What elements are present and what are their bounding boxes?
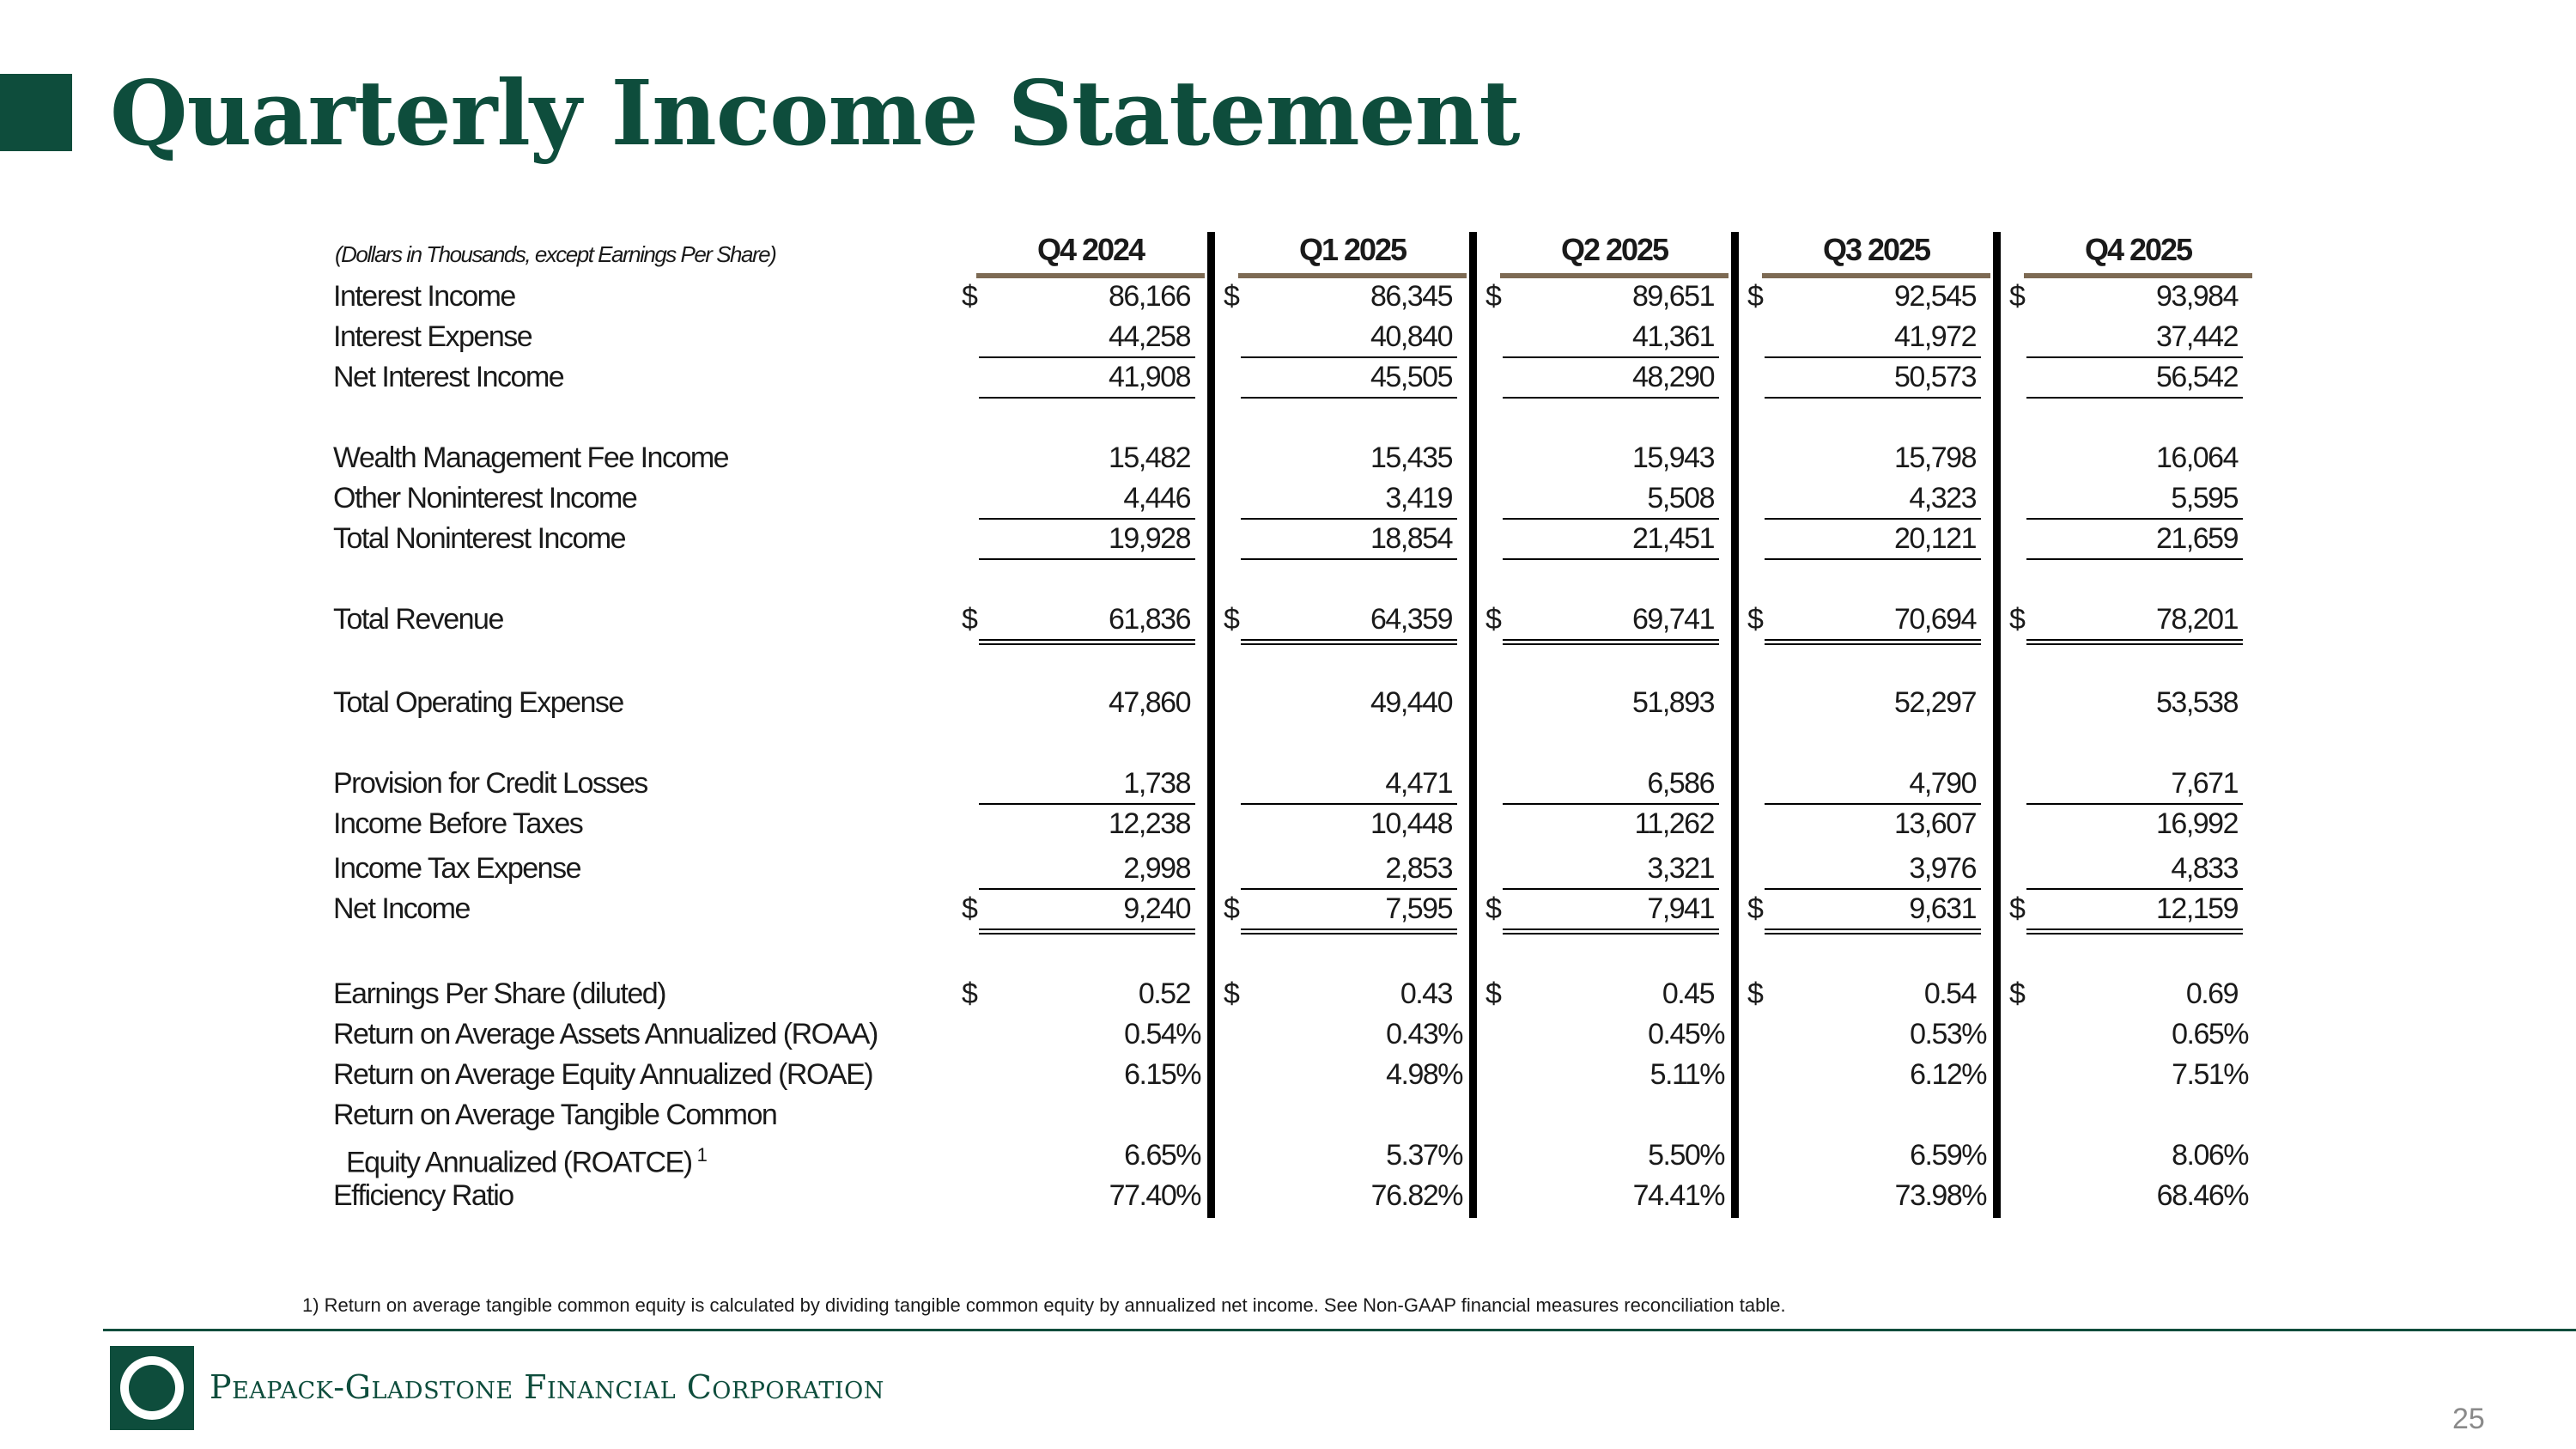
table-cell: 20,121 [1894, 522, 1976, 555]
row-label: Return on Average Tangible Common [333, 1099, 777, 1131]
row-label: Net Income [333, 892, 470, 925]
table-cell: 0.69 [2185, 977, 2238, 1010]
table-cell: 73.98% [1894, 1179, 1986, 1212]
table-cell: 9,631 [1909, 892, 1976, 925]
table-cell: 77.40% [1109, 1179, 1200, 1212]
dollar-sign: $ [1747, 977, 1763, 1010]
table-cell: 4,471 [1385, 767, 1452, 800]
table-cell: 52,297 [1894, 686, 1976, 719]
table-cell: 44,258 [1109, 320, 1190, 353]
table-cell: 93,984 [2156, 280, 2238, 313]
table-cell: 56,542 [2156, 361, 2238, 393]
row-label: Wealth Management Fee Income [333, 441, 729, 474]
table-cell: 16,064 [2156, 441, 2238, 474]
row-label: Interest Income [333, 280, 515, 313]
table-cell: 18,854 [1370, 522, 1452, 555]
dollar-sign: $ [1747, 603, 1763, 636]
total-double-rule [1241, 639, 1457, 645]
row-label: Income Before Taxes [333, 807, 583, 840]
table-cell: 12,159 [2156, 892, 2238, 925]
table-cell: 48,290 [1632, 361, 1714, 393]
table-cell: 64,359 [1370, 603, 1452, 636]
column-header: Q3 2025 [1822, 232, 1930, 267]
subtotal-rule [1503, 803, 1719, 805]
column-header: Q4 2024 [1036, 232, 1145, 267]
dollar-sign: $ [1224, 977, 1239, 1010]
subtotal-rule [1241, 356, 1457, 358]
subtotal-rule [2026, 888, 2243, 890]
table-cell: 41,908 [1109, 361, 1190, 393]
table-cell: 15,482 [1109, 441, 1190, 474]
row-label: Equity Annualized (ROATCE) [346, 1146, 692, 1179]
total-double-rule [1765, 928, 1981, 935]
row-label: Total Noninterest Income [333, 522, 626, 555]
subtotal-rule [1765, 518, 1981, 520]
subtotal-rule [1241, 888, 1457, 890]
dollar-sign: $ [2009, 603, 2025, 636]
table-cell: 2,998 [1123, 852, 1190, 885]
total-double-rule [1241, 928, 1457, 935]
table-cell: 7.51% [2172, 1058, 2248, 1091]
subtotal-rule [1765, 356, 1981, 358]
units-note: (Dollars in Thousands, except Earnings Per Share) [335, 241, 776, 267]
subtotal-rule [1241, 518, 1457, 520]
row-label: Total Operating Expense [333, 686, 623, 719]
dollar-sign: $ [1224, 892, 1239, 925]
table-cell: 19,928 [1109, 522, 1190, 555]
table-cell: 6.65% [1124, 1139, 1200, 1172]
subtotal-rule [979, 558, 1195, 560]
table-cell: 0.45 [1662, 977, 1714, 1010]
table-cell: 74.41% [1632, 1179, 1724, 1212]
table-cell: 0.43 [1400, 977, 1452, 1010]
total-double-rule [1503, 639, 1719, 645]
table-cell: 6.59% [1910, 1139, 1986, 1172]
table-cell: 68.46% [2156, 1179, 2248, 1212]
total-double-rule [1765, 639, 1981, 645]
table-cell: 7,671 [2171, 767, 2238, 800]
subtotal-rule [1765, 803, 1981, 805]
page-number: 25 [2452, 1403, 2485, 1435]
subtotal-rule [1503, 888, 1719, 890]
row-label: Earnings Per Share (diluted) [333, 977, 666, 1010]
dollar-sign: $ [962, 977, 977, 1010]
table-cell: 86,166 [1109, 280, 1190, 313]
subtotal-rule [979, 356, 1195, 358]
column-header: Q1 2025 [1298, 232, 1406, 267]
table-cell: 5.11% [1649, 1058, 1724, 1091]
table-cell: 15,435 [1370, 441, 1452, 474]
row-label: Return on Average Assets Annualized (ROAA) [333, 1018, 878, 1050]
table-cell: 45,505 [1370, 361, 1452, 393]
table-cell: 0.54 [1923, 977, 1976, 1010]
dollar-sign: $ [962, 892, 977, 925]
dollar-sign: $ [2009, 977, 2025, 1010]
row-label: Provision for Credit Losses [333, 767, 647, 800]
row-label: Return on Average Equity Annualized (ROAE) [333, 1058, 873, 1091]
footnote-ref: 1 [696, 1144, 707, 1166]
table-cell: 50,573 [1894, 361, 1976, 393]
table-cell: 0.43% [1386, 1018, 1462, 1050]
footnote: 1) Return on average tangible common equity is calculated by dividing tangible common equity by annualized net income. See Non-GAAP financial measures reconciliation table. [302, 1294, 1786, 1316]
dollar-sign: $ [962, 280, 977, 313]
table-cell: 16,992 [2156, 807, 2238, 840]
subtotal-rule [1241, 397, 1457, 399]
subtotal-rule [2026, 803, 2243, 805]
subtotal-rule [1765, 397, 1981, 399]
row-label: Efficiency Ratio [333, 1179, 513, 1212]
table-cell: 21,451 [1632, 522, 1714, 555]
table-cell: 7,941 [1647, 892, 1714, 925]
table-cell: 5,595 [2171, 482, 2238, 514]
table-cell: 12,238 [1109, 807, 1190, 840]
table-cell: 4,323 [1909, 482, 1976, 514]
table-cell: 86,345 [1370, 280, 1452, 313]
table-cell: 70,694 [1894, 603, 1976, 636]
table-cell: 6.12% [1910, 1058, 1986, 1091]
table-cell: 76.82% [1370, 1179, 1462, 1212]
subtotal-rule [1503, 518, 1719, 520]
table-cell: 8.06% [2172, 1139, 2248, 1172]
table-cell: 15,798 [1894, 441, 1976, 474]
row-label: Income Tax Expense [333, 852, 580, 885]
table-cell: 78,201 [2156, 603, 2238, 636]
subtotal-rule [979, 397, 1195, 399]
table-cell: 21,659 [2156, 522, 2238, 555]
table-cell: 4,833 [2171, 852, 2238, 885]
table-cell: 6.15% [1124, 1058, 1200, 1091]
table-cell: 89,651 [1632, 280, 1714, 313]
table-cell: 92,545 [1894, 280, 1976, 313]
company-name: Peapack-Gladstone Financial Corporation [210, 1368, 884, 1406]
dollar-sign: $ [1224, 280, 1239, 313]
column-header: Q4 2025 [2084, 232, 2192, 267]
subtotal-rule [2026, 397, 2243, 399]
table-cell: 0.54% [1124, 1018, 1200, 1050]
dollar-sign: $ [1747, 280, 1763, 313]
subtotal-rule [1765, 558, 1981, 560]
subtotal-rule [1503, 397, 1719, 399]
table-cell: 10,448 [1370, 807, 1452, 840]
subtotal-rule [1503, 558, 1719, 560]
table-cell: 7,595 [1385, 892, 1452, 925]
table-cell: 49,440 [1370, 686, 1452, 719]
table-cell: 69,741 [1632, 603, 1714, 636]
table-cell: 40,840 [1370, 320, 1452, 353]
table-cell: 1,738 [1123, 767, 1190, 800]
table-cell: 0.45% [1648, 1018, 1724, 1050]
subtotal-rule [1241, 803, 1457, 805]
subtotal-rule [979, 803, 1195, 805]
table-cell: 61,836 [1109, 603, 1190, 636]
table-cell: 37,442 [2156, 320, 2238, 353]
dollar-sign: $ [962, 603, 977, 636]
table-cell: 5.37% [1386, 1139, 1462, 1172]
row-label: Total Revenue [333, 603, 503, 636]
total-double-rule [2026, 928, 2243, 935]
row-label: Interest Expense [333, 320, 532, 353]
dollar-sign: $ [1747, 892, 1763, 925]
column-header: Q2 2025 [1560, 232, 1668, 267]
dollar-sign: $ [1485, 603, 1501, 636]
row-label-wrap [346, 1137, 706, 1180]
page-title: Quarterly Income Statement [110, 60, 1520, 166]
subtotal-rule [2026, 518, 2243, 520]
table-cell: 9,240 [1123, 892, 1190, 925]
total-double-rule [979, 639, 1195, 645]
table-cell: 5,508 [1647, 482, 1714, 514]
total-double-rule [979, 928, 1195, 935]
row-label: Net Interest Income [333, 361, 564, 393]
table-cell: 41,361 [1632, 320, 1714, 353]
subtotal-rule [1241, 558, 1457, 560]
table-cell: 47,860 [1109, 686, 1190, 719]
footer-divider [103, 1329, 2576, 1331]
subtotal-rule [1503, 356, 1719, 358]
table-cell: 3,419 [1385, 482, 1452, 514]
column-separator [1993, 232, 2001, 1218]
table-cell: 53,538 [2156, 686, 2238, 719]
table-cell: 3,321 [1647, 852, 1714, 885]
table-cell: 4,446 [1123, 482, 1190, 514]
row-label: Other Noninterest Income [333, 482, 637, 514]
table-cell: 11,262 [1634, 807, 1714, 840]
subtotal-rule [2026, 356, 2243, 358]
column-separator [1469, 232, 1477, 1218]
subtotal-rule [1765, 888, 1981, 890]
table-cell: 41,972 [1894, 320, 1976, 353]
table-cell: 5.50% [1648, 1139, 1724, 1172]
table-cell: 51,893 [1632, 686, 1714, 719]
dollar-sign: $ [1485, 280, 1501, 313]
subtotal-rule [979, 518, 1195, 520]
table-cell: 2,853 [1385, 852, 1452, 885]
total-double-rule [2026, 639, 2243, 645]
subtotal-rule [979, 888, 1195, 890]
dollar-sign: $ [2009, 280, 2025, 313]
dollar-sign: $ [1224, 603, 1239, 636]
table-cell: 15,943 [1632, 441, 1714, 474]
table-cell: 0.53% [1910, 1018, 1986, 1050]
subtotal-rule [2026, 558, 2243, 560]
table-cell: 4,790 [1909, 767, 1976, 800]
company-logo-icon [110, 1346, 194, 1430]
dollar-sign: $ [1485, 892, 1501, 925]
table-cell: 4.98% [1386, 1058, 1462, 1091]
table-cell: 13,607 [1894, 807, 1976, 840]
dollar-sign: $ [1485, 977, 1501, 1010]
table-cell: 0.65% [2172, 1018, 2248, 1050]
table-cell: 6,586 [1647, 767, 1714, 800]
total-double-rule [1503, 928, 1719, 935]
column-separator [1731, 232, 1739, 1218]
table-cell: 0.52 [1138, 977, 1190, 1010]
table-cell: 3,976 [1909, 852, 1976, 885]
column-separator [1207, 232, 1215, 1218]
dollar-sign: $ [2009, 892, 2025, 925]
